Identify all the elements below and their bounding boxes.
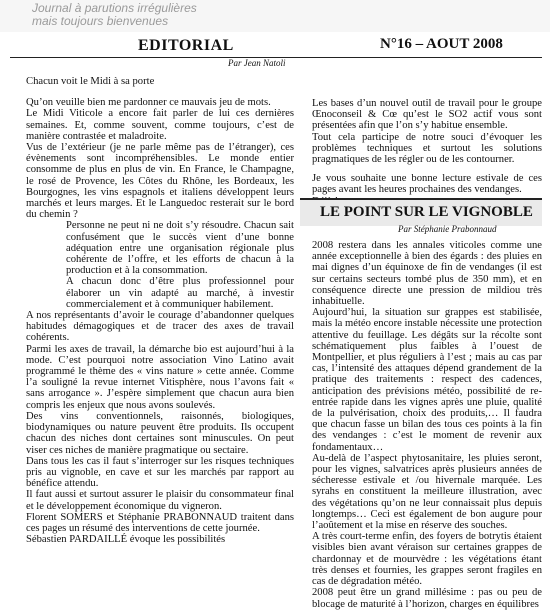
- editorial-paragraph: Personne ne peut ni ne doit s’y résoudre. Chacun sait confusément que le succès vient d’une bonne adéquation entre une organisation régionale plus cohérente de l’offre, et les efforts de chacun à la production et à la consommation.: [66, 220, 294, 277]
- vignoble-paragraph: Au-delà de l’aspect phytosanitaire, les pluies seront, pour les vignes, salvatrices après plusieurs années de sécheresse estivale et /ou hivernale marquée. Les syrahs en constituent la meilleure illustration, avec des végétations qu’on ne leur connaissait plus depuis longtemps… Ceci est également de bon augure pour l’aoûtement et la mise en réserve des souches.: [312, 452, 542, 532]
- editorial-paragraph: Florent SOMERS et Stéphanie PRABONNAUD traitent dans ces pages un résumé des interventions de cette journée.: [26, 511, 294, 534]
- vignoble-byline: Par Stéphanie Prabonnaud: [398, 224, 497, 234]
- editorial-paragraph: Je vous souhaite une bonne lecture estivale de ces pages avant les heures prochaines des vendanges.: [312, 173, 542, 196]
- editorial-paragraph: Dans tous les cas il faut s’interroger sur les risques techniques pris au vignoble, en cave et sur les marchés par rapport au bénéfice attendu.: [26, 455, 294, 490]
- editorial-paragraph: Vus de l’extérieur (je ne parle même pas de l’étranger), ces évènements sont incompréhensibles. Le monde entier consomme de plus en plus de vin. En France, le Champagne, le rosé de Provence, les Côtes du Rhône, les Bordeaux, les Bourgognes, les vins espagnols et italiens développent leurs marchés et leurs marges. Et le Languedoc resterait sur le bord du chemin ?: [26, 142, 294, 221]
- editorial-paragraph: Sébastien PARDAILLÉ évoque les possibilités: [26, 534, 226, 546]
- paragraph-gap: [312, 165, 542, 173]
- vignoble-title: LE POINT SUR LE VIGNOBLE: [320, 204, 533, 220]
- editorial-paragraph: Il faut aussi et surtout assurer le plaisir du consommateur final et le développement économique du vigneron.: [26, 489, 294, 512]
- editorial-paragraph: Tout cela participe de notre souci d’évoquer les problèmes techniques et surtout les solutions pragmatiques de les régler ou de les contourner.: [312, 131, 542, 166]
- editorial-paragraph: Les bases d’un nouvel outil de travail pour le groupe Œnoconseil & Cœ qu’est le SO2 actif vous sont présentées afin que l’on s’y habitue ensemble.: [312, 98, 542, 132]
- vignoble-paragraph: A très court-terme enfin, des foyers de botrytis étaient visibles bien avant véraison sur certaines grappes de chardonnay et de mourvèdre : les végétations étant très denses et fournies, les grappes seront fragiles en cas de dégradation météo.: [312, 531, 542, 588]
- editorial-paragraph: A nos représentants d’avoir le courage d’abandonner quelques habitudes démagogiques et de tracer des axes de travail cohérents.: [26, 310, 294, 344]
- masthead: [0, 0, 550, 32]
- vignoble-paragraph: 2008 peut être un grand millésime : pas ou peu de blocage de maturité à l’horizon, charges en équilibres: [312, 587, 542, 610]
- editorial-paragraph: A chacun donc d’être plus professionnel pour élaborer un vin adapté au marché, à investir commercialement et à communiquer habilement.: [66, 276, 294, 310]
- masthead-tagline-1: Journal à parutions irrégulières: [32, 1, 197, 15]
- masthead-tagline-2: mais toujours bienvenues: [32, 14, 169, 28]
- editorial-column: [26, 76, 294, 545]
- vignoble-column: [312, 240, 542, 610]
- editorial-paragraph: Chacun voit le Midi à sa porte: [26, 76, 155, 87]
- editorial-byline: Par Jean Natoli: [228, 58, 286, 68]
- editorial-paragraph: Parmi les axes de travail, la démarche bio est aujourd’hui à la mode. C’est pourquoi notre association Vino Latino avait programmé le thème des « vins nature » cette année. Comme l’a souligné la revue internet Vitisphère, nous l’avons fait « sans arrogance ». J’espère simplement que chacun aura bien compris les enjeux que nous avons soulevés.: [26, 343, 294, 411]
- vignoble-section-header: [300, 198, 542, 226]
- vignoble-paragraph: Aujourd’hui, la situation sur grappes est stabilisée, mais la météo encore instable nécessite une protection attentive du feuillage. Les dégâts sur la récolte sont schématiquement plus faibles à l’ouest de Montpellier, et plus réguliers à l’est ; mais au cas par cas, l’intensité des attaques dépend grandement de la pratique des traitements : respect des cadences, anticipation des prévisions météo, possibilité de re-entrée rapide dans les vignes après une pluie, qualité de la pulvérisation, choix des produits,… Il faudra que chacun fasse un bilan des tous ces points à la fin des vendanges : c’est le moment de revenir aux fondamentaux…: [312, 307, 542, 453]
- vignoble-paragraph: 2008 restera dans les annales viticoles comme une année exceptionnelle à bien des égards : des pluies en mai dignes d’un équinoxe de fin de vendanges (il est sur certains secteurs tombé plus de 350 mm), et en conséquence directe une pression de mildiou très inhabituelle.: [312, 240, 542, 308]
- editorial-paragraph: Qu’on veuille bien me pardonner ce mauvais jeu de mots.: [26, 97, 271, 109]
- issue-number: N°16 – AOUT 2008: [380, 36, 503, 52]
- editorial-paragraph: Le Midi Viticole a encore fait parler de lui ces dernières semaines. Et, comme souvent, comme toujours, c’est de manière contrastée et maladroite.: [26, 108, 294, 142]
- editorial-paragraph: Des vins conventionnels, raisonnés, biologiques, biodynamiques ou nature peuvent être produits. Ils occupent chacun des niches dont certaines sont minuscules. On peut viser ces niches de manière pragmatique ou sectaire.: [26, 410, 294, 456]
- editorial-column-continued: [312, 98, 542, 207]
- editorial-title: EDITORIAL: [138, 37, 234, 54]
